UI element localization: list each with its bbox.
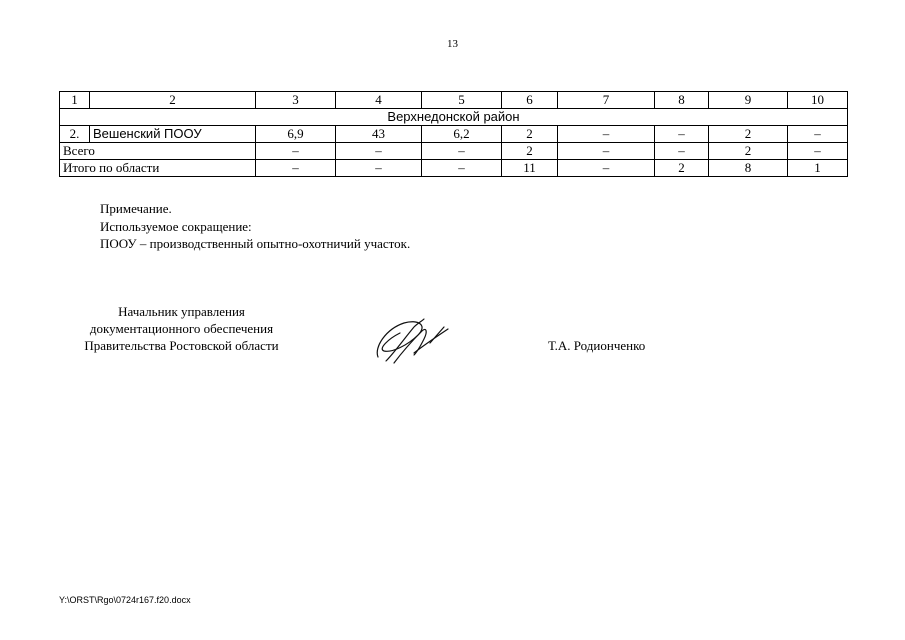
header-cell: 6 [502,92,558,109]
signatory-title-line3: Правительства Ростовской области [84,338,279,353]
table-cell: – [256,143,336,160]
header-cell: 4 [336,92,422,109]
table-cell: 2 [502,143,558,160]
table-cell: 2 [655,160,709,177]
table-cell: – [336,143,422,160]
header-cell: 2 [90,92,256,109]
table-cell: – [558,160,655,177]
note-abbreviation-text: ПООУ – производственный опытно-охотничий участок. [100,236,411,251]
table-cell: – [422,143,502,160]
table-cell: – [256,160,336,177]
header-cell: 10 [788,92,848,109]
section-title: Верхнедонской район [60,109,848,126]
table-cell: – [336,160,422,177]
table-cell: 8 [709,160,788,177]
table-cell: 11 [502,160,558,177]
signatory-title-line2: документационного обеспечения [89,321,274,336]
signatory-title-line1: Начальник управления [118,304,245,319]
signatory-name: Т.А. Родионченко [548,338,646,353]
table-cell: – [655,143,709,160]
table-cell: – [558,143,655,160]
table-cell: 1 [788,160,848,177]
file-path: Y:\ORST\Rgo\0724r167.f20.docx [59,595,191,605]
header-cell: 5 [422,92,502,109]
section-row [60,109,848,126]
table-cell: 6,9 [256,126,336,143]
table-cell: – [558,126,655,143]
table-cell: 2 [709,126,788,143]
table-row-grand-total [60,160,848,177]
table-cell: 43 [336,126,422,143]
handwritten-signature [370,313,460,373]
table-cell: 2. [60,126,90,143]
table-cell: 6,2 [422,126,502,143]
header-cell: 9 [709,92,788,109]
data-table [59,91,848,177]
header-cell: 7 [558,92,655,109]
total-label: Всего [60,143,256,160]
table-cell: – [788,126,848,143]
table-cell: 2 [709,143,788,160]
table-row [60,126,848,143]
table-cell: 2 [502,126,558,143]
header-cell: 1 [60,92,90,109]
table-row-total [60,143,848,160]
table-header-row [60,92,848,109]
table-cell: – [655,126,709,143]
table-cell: – [788,143,848,160]
table-cell: Вешенский ПООУ [90,126,256,143]
grand-total-label: Итого по области [60,160,256,177]
header-cell: 3 [256,92,336,109]
page-number: 13 [447,38,458,50]
table-cell: – [422,160,502,177]
header-cell: 8 [655,92,709,109]
note-abbreviation-label: Используемое сокращение: [100,219,252,234]
note-heading: Примечание. [100,201,172,216]
